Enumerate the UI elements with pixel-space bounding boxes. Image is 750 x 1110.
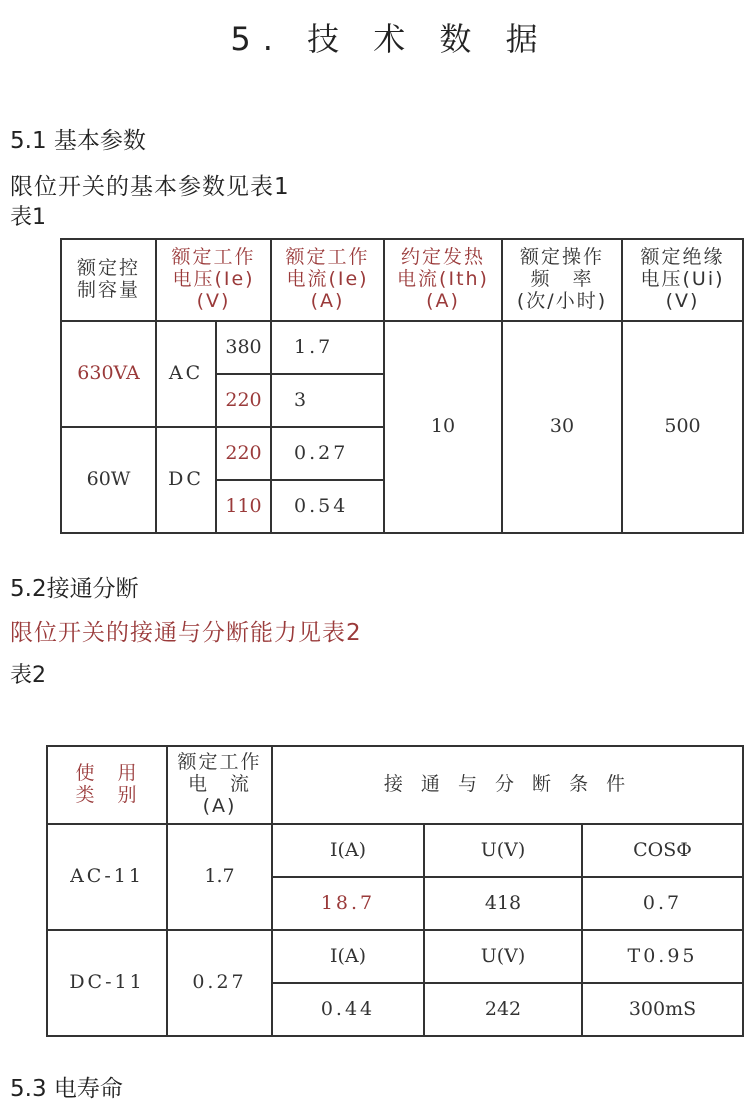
t2-cell: 18.7 (272, 877, 424, 930)
section-5-3-heading: 5.3 电寿命 (10, 1076, 123, 1102)
t2-cell: 418 (424, 877, 582, 930)
t2-cell: I(A) (272, 824, 424, 877)
t2-cell: I(A) (272, 930, 424, 983)
t2-cell: U(V) (424, 930, 582, 983)
section-5-2-heading: 5.2接通分断 (10, 576, 139, 602)
t1-capacity-dc: 60W (61, 427, 156, 533)
t2-cell: U(V) (424, 824, 582, 877)
t1-ith-value: 10 (384, 321, 502, 533)
t1-header-capacity: 额定控 制容量 (61, 239, 156, 321)
t2-cell: COSΦ (582, 824, 743, 877)
t1-type-ac: AC (156, 321, 216, 427)
t1-voltage-cell: 220 (216, 374, 271, 427)
table1-caption: 表1 (10, 205, 46, 230)
t1-current-cell: 1.7 (271, 321, 384, 374)
t1-header-current: 额定工作 电流(Ie) (A) (271, 239, 384, 321)
t2-cell: 300mS (582, 983, 743, 1036)
t1-frequency-value: 30 (502, 321, 622, 533)
section-5-1-text: 限位开关的基本参数见表1 (10, 174, 290, 200)
t2-category-dc: DC-11 (47, 930, 167, 1036)
table1 (60, 238, 744, 534)
section-5-2-text: 限位开关的接通与分断能力见表2 (10, 620, 362, 646)
table2 (46, 745, 744, 1037)
t1-capacity-ac: 630VA (61, 321, 156, 427)
t1-header-voltage: 额定工作 电压(Ie) (V) (156, 239, 271, 321)
t2-category-ac: AC-11 (47, 824, 167, 930)
t2-current-ac: 1.7 (167, 824, 272, 930)
section-5-1-heading: 5.1 基本参数 (10, 128, 146, 154)
t2-header-category: 使 用 类 别 (47, 746, 167, 824)
t2-cell: 242 (424, 983, 582, 1036)
t1-voltage-cell: 380 (216, 321, 271, 374)
t2-header-current: 额定工作 电 流 (A) (167, 746, 272, 824)
t2-header-conditions: 接 通 与 分 断 条 件 (272, 746, 743, 824)
table2-caption: 表2 (10, 663, 46, 688)
t1-ui-value: 500 (622, 321, 743, 533)
t1-voltage-cell: 110 (216, 480, 271, 533)
t1-current-cell: 0.27 (271, 427, 384, 480)
t1-header-frequency: 额定操作 频 率 (次/小时) (502, 239, 622, 321)
t2-cell: 0.7 (582, 877, 743, 930)
t1-voltage-cell: 220 (216, 427, 271, 480)
t1-header-ui: 额定绝缘 电压(Ui) (V) (622, 239, 743, 321)
t2-cell: 0.44 (272, 983, 424, 1036)
t1-type-dc: DC (156, 427, 216, 533)
t2-current-dc: 0.27 (167, 930, 272, 1036)
t1-header-ith: 约定发热 电流(Ith) (A) (384, 239, 502, 321)
t2-cell: T0.95 (582, 930, 743, 983)
t1-current-cell: 3 (271, 374, 384, 427)
page-title: 5. 技 术 数 据 (230, 20, 550, 58)
t1-current-cell: 0.54 (271, 480, 384, 533)
